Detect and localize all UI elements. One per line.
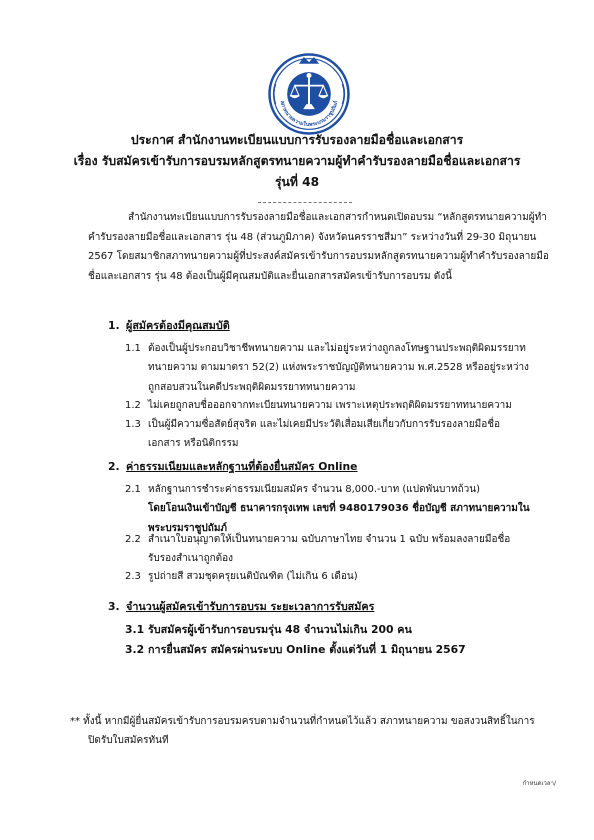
item-text: ถูกสอบสวนในคดีประพฤติผิดมรรยาททนายความ [148, 381, 356, 393]
batch-number: รุ่นที่ 48 [274, 175, 320, 189]
title-divider [258, 202, 352, 203]
announcement-title: ประกาศ สำนักงานทะเบียนแบบการรับรองลายมือชื่อและเอกสาร [130, 133, 464, 147]
section-enrollment-heading [108, 597, 374, 617]
list-item [125, 620, 412, 640]
item-text: หลักฐานการชำระค่าธรรมเนียมสมัคร จำนวน 8,000.-บาท (แปดพันบาทถ้วน) [148, 484, 480, 495]
footnote [70, 712, 560, 750]
list-item [125, 339, 553, 397]
section-title: ค่าธรรมเนียมและหลักฐานที่ต้องยื่นสมัคร Online [126, 460, 358, 473]
item-text: ทนายความ ตามมาตรา 52(2) แห่งพระราชบัญญัติทนายความ พ.ศ.2528 หรืออยู่ระหว่าง [148, 362, 529, 374]
item-text: เอกสาร หรือนิติกรรม [148, 438, 239, 450]
item-number: 2.3 [125, 571, 141, 582]
item-text: รับสมัครผู้เข้ารับการอบรมรุ่น 48 จำนวนไม่เกิน 200 คน [148, 623, 412, 636]
footnote-line: ปิดรับใบสมัครทันที [88, 735, 169, 746]
item-number: 2.2 [125, 534, 141, 545]
intro-line: คำรับรองลายมือชื่อและเอกสาร รุ่น 48 (ส่วนภูมิภาค) จังหวัดนครราชสีมา” ระหว่างวันที่ 29-30 มิถุนายน [88, 231, 537, 243]
list-item [125, 530, 553, 569]
item-text: รูปถ่ายสี สวมชุดครุยเนติบัณฑิต (ไม่เกิน 6 เดือน) [148, 571, 358, 582]
list-item [125, 415, 553, 454]
bank-account-text: พระบรมราชูปถัมภ์ [148, 522, 228, 534]
section-number: 3. [108, 600, 120, 613]
intro-line: ชื่อและเอกสาร รุ่น 48 ต้องเป็นผู้มีคุณสมบัติและยื่นเอกสารสมัครเข้ารับการอบรม ดังนี้ [88, 270, 453, 282]
announcement-subject: เรื่อง รับสมัครเข้ารับการอบรมหลักสูตรทนายความผู้ทำคำรับรองลายมือชื่อและเอกสาร [73, 154, 521, 168]
item-text: ต้องเป็นผู้ประกอบวิชาชีพทนายความ และไม่อยู่ระหว่างถูกลงโทษฐานประพฤติผิดมรรยาท [148, 343, 526, 354]
list-item [125, 396, 553, 415]
item-number: 2.1 [125, 484, 141, 495]
item-text: รับรองสำเนาถูกต้อง [148, 553, 234, 565]
section-number: 2. [108, 460, 120, 473]
intro-paragraph [88, 208, 552, 286]
section-fees-heading [108, 457, 358, 477]
seal-text: สภาทนายความในพระบรมราชูปถัมภ์ [278, 100, 340, 128]
item-number: 1.3 [125, 419, 141, 430]
section-title: ผู้สมัครต้องมีคุณสมบัติ [126, 319, 230, 332]
list-item [125, 567, 553, 586]
continued-marker: กำหนดเวลา/ [522, 780, 556, 787]
list-item [125, 640, 466, 660]
item-text: การยื่นสมัคร สมัครผ่านระบบ Online ตั้งแต่วันที่ 1 มิถุนายน 2567 [148, 643, 466, 656]
intro-line: สำนักงานทะเบียนแบบการรับรองลายมือชื่อและเอกสารกำหนดเปิดอบรม “หลักสูตรทนายความผู้ทำ [128, 212, 547, 223]
item-text: สำเนาใบอนุญาตให้เป็นทนายความ ฉบับภาษาไทย จำนวน 1 ฉบับ พร้อมลงลายมือชื่อ [148, 534, 511, 545]
lawyers-council-seal-icon [267, 52, 351, 136]
footnote-line: ** ทั้งนี้ หากมีผู้ยื่นสมัครเข้ารับการอบรมครบตามจำนวนที่กำหนดไว้แล้ว สภาทนายความ ขอสงวนสิทธิ์ในการ [70, 716, 535, 727]
item-text: ไม่เคยถูกลบชื่อออกจากทะเบียนทนายความ เพราะเหตุประพฤติผิดมรรยาททนายความ [148, 400, 512, 411]
bank-account-text: โดยโอนเงินเข้าบัญชี ธนาคารกรุงเทพ เลขที่ 9480179036 ชื่อบัญชี สภาทนายความใน [148, 503, 530, 515]
section-number: 1. [108, 319, 120, 332]
section-qualifications-heading [108, 316, 230, 336]
intro-line: 2567 โดยสมาชิกสภาทนายความผู้ที่ประสงค์สมัครเข้ารับการอบรมหลักสูตรทนายความผู้ทำคำรับรองลายมือ [88, 251, 549, 263]
item-number: 3.1 [125, 623, 145, 636]
item-number: 1.2 [125, 400, 141, 411]
item-number: 1.1 [125, 343, 141, 354]
item-number: 3.2 [125, 643, 145, 656]
section-title: จำนวนผู้สมัครเข้ารับการอบรม ระยะเวลาการรับสมัคร [126, 600, 375, 613]
item-text: เป็นผู้มีความซื่อสัตย์สุจริต และไม่เคยมีประวัติเสื่อมเสียเกี่ยวกับการรับรองลายมือชื่อ [148, 419, 501, 430]
